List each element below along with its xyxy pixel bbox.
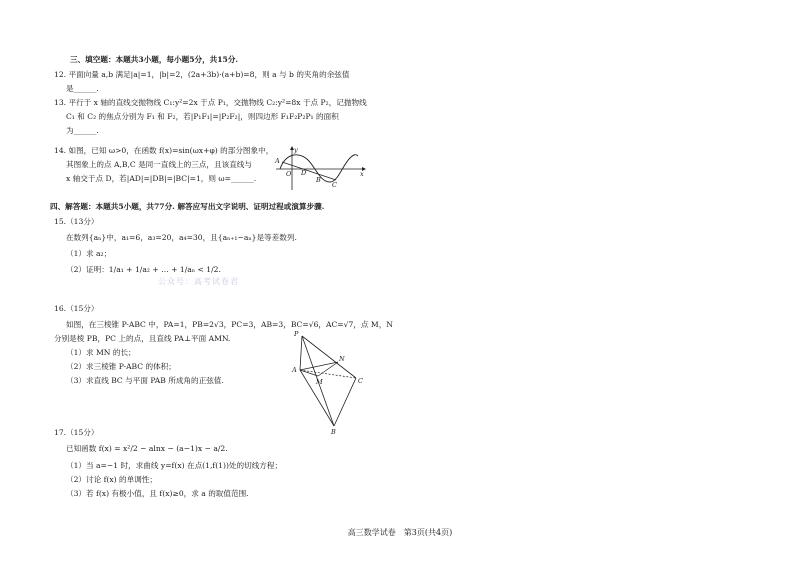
edge-BC bbox=[334, 378, 356, 426]
q17-part1: （1）当 a=−1 时，求曲线 y=f(x) 在点(1,f(1))处的切线方程； bbox=[66, 461, 283, 470]
q15-part1: （1）求 a₂； bbox=[66, 249, 112, 258]
q16-number: 16.（15分） bbox=[54, 304, 99, 313]
q16-label-B: B bbox=[331, 428, 336, 436]
q17-statement: 已知函数 f(x) = x²/2 − alnx − (a−1)x − a/2. bbox=[66, 444, 228, 453]
q15-statement: 在数列{aₙ}中，a₁=6，a₃=20，a₄=30，且{aₙ₊₁−aₙ}是等差数列. bbox=[66, 233, 297, 242]
q14-label-y: y bbox=[294, 146, 298, 154]
q17-part2: （2）讨论 f(x) 的单调性； bbox=[66, 475, 158, 484]
q14-label-B: B bbox=[316, 176, 321, 184]
edge-PA bbox=[300, 336, 302, 370]
q16-part1: （1）求 MN 的长； bbox=[66, 348, 136, 357]
q16-label-P: P bbox=[294, 330, 299, 338]
q16-label-N: N bbox=[339, 355, 345, 363]
q16-label-A: A bbox=[292, 366, 297, 374]
q16-statement-line2: 分别是棱 PB，PC 上的点，且直线 PA⊥平面 AMN. bbox=[54, 334, 231, 343]
q14-label-x: x bbox=[360, 170, 364, 178]
q14-line3: x 轴交于点 D，若|AD|=|DB|=|BC|=1，则 ω=______. bbox=[66, 174, 257, 183]
q16-part3: （3）求直线 BC 与平面 PAB 所成角的正弦值. bbox=[66, 376, 224, 385]
section3-header: 三、填空题：本题共3小题，每小题5分，共15分. bbox=[70, 55, 239, 64]
q16-label-M: M bbox=[316, 378, 323, 386]
q16-pyramid-figure bbox=[292, 330, 372, 436]
edge-PC bbox=[302, 336, 356, 378]
q14-label-A: A bbox=[275, 157, 280, 165]
section4-header: 四、解答题：本题共5小题，共77分. 解答应写出文字说明、证明过程或演算步骤. bbox=[50, 202, 325, 211]
q12-line1: 12. 平面向量 a,b 满足|a|=1，|b|=2，(2a+3b)·(a+b)=8，则 a 与 b 的夹角的余弦值 bbox=[54, 70, 350, 79]
q17-number: 17.（15分） bbox=[54, 428, 99, 437]
q14-line2: 其图象上的点 A,B,C 是同一直线上的三点，且该直线与 bbox=[66, 160, 252, 169]
q14-label-O: O bbox=[286, 170, 292, 178]
q16-part2: （2）求三棱锥 P-ABC 的体积； bbox=[66, 362, 176, 371]
q13-line3: 为______. bbox=[66, 126, 99, 135]
q14-line1: 14. 如图，已知 ω>0，在函数 f(x)=sin(ωx+φ) 的部分图象中， bbox=[54, 146, 274, 155]
q15-number: 15.（13分） bbox=[54, 217, 99, 226]
watermark: 公众号：高考试卷君 bbox=[158, 277, 239, 286]
q15-part2: （2）证明：1/a₁ + 1/a₂ + … + 1/aₙ < 1/2. bbox=[66, 265, 221, 274]
q16-label-C: C bbox=[358, 377, 363, 385]
q14-sine-figure bbox=[270, 146, 366, 192]
q16-statement-line1: 如图，在三棱锥 P-ABC 中，PA=1，PB=2√3，PC=3，AB=3，BC=√6，AC=√7，点 M，N bbox=[66, 320, 393, 329]
q13-line1: 13. 平行于 x 轴的直线交抛物线 C₁:y²=2x 于点 P₁，交抛物线 C₂:y²=8x 于点 P₂，记抛物线 bbox=[54, 98, 367, 107]
q17-part3: （3）若 f(x) 有极小值，且 f(x)≥0，求 a 的取值范围. bbox=[66, 489, 249, 498]
q14-label-C: C bbox=[332, 181, 337, 189]
q14-label-D: D bbox=[301, 169, 307, 177]
q12-line2: 是______. bbox=[66, 84, 99, 93]
q13-line2: C₁ 和 C₂ 的焦点分别为 F₁ 和 F₂，若|P₁F₁|=|P₂F₂|，则四边形 F₁F₂P₂P₁ 的面积 bbox=[66, 112, 339, 121]
page-footer: 高三数学试卷 第3页(共4页) bbox=[347, 528, 453, 537]
